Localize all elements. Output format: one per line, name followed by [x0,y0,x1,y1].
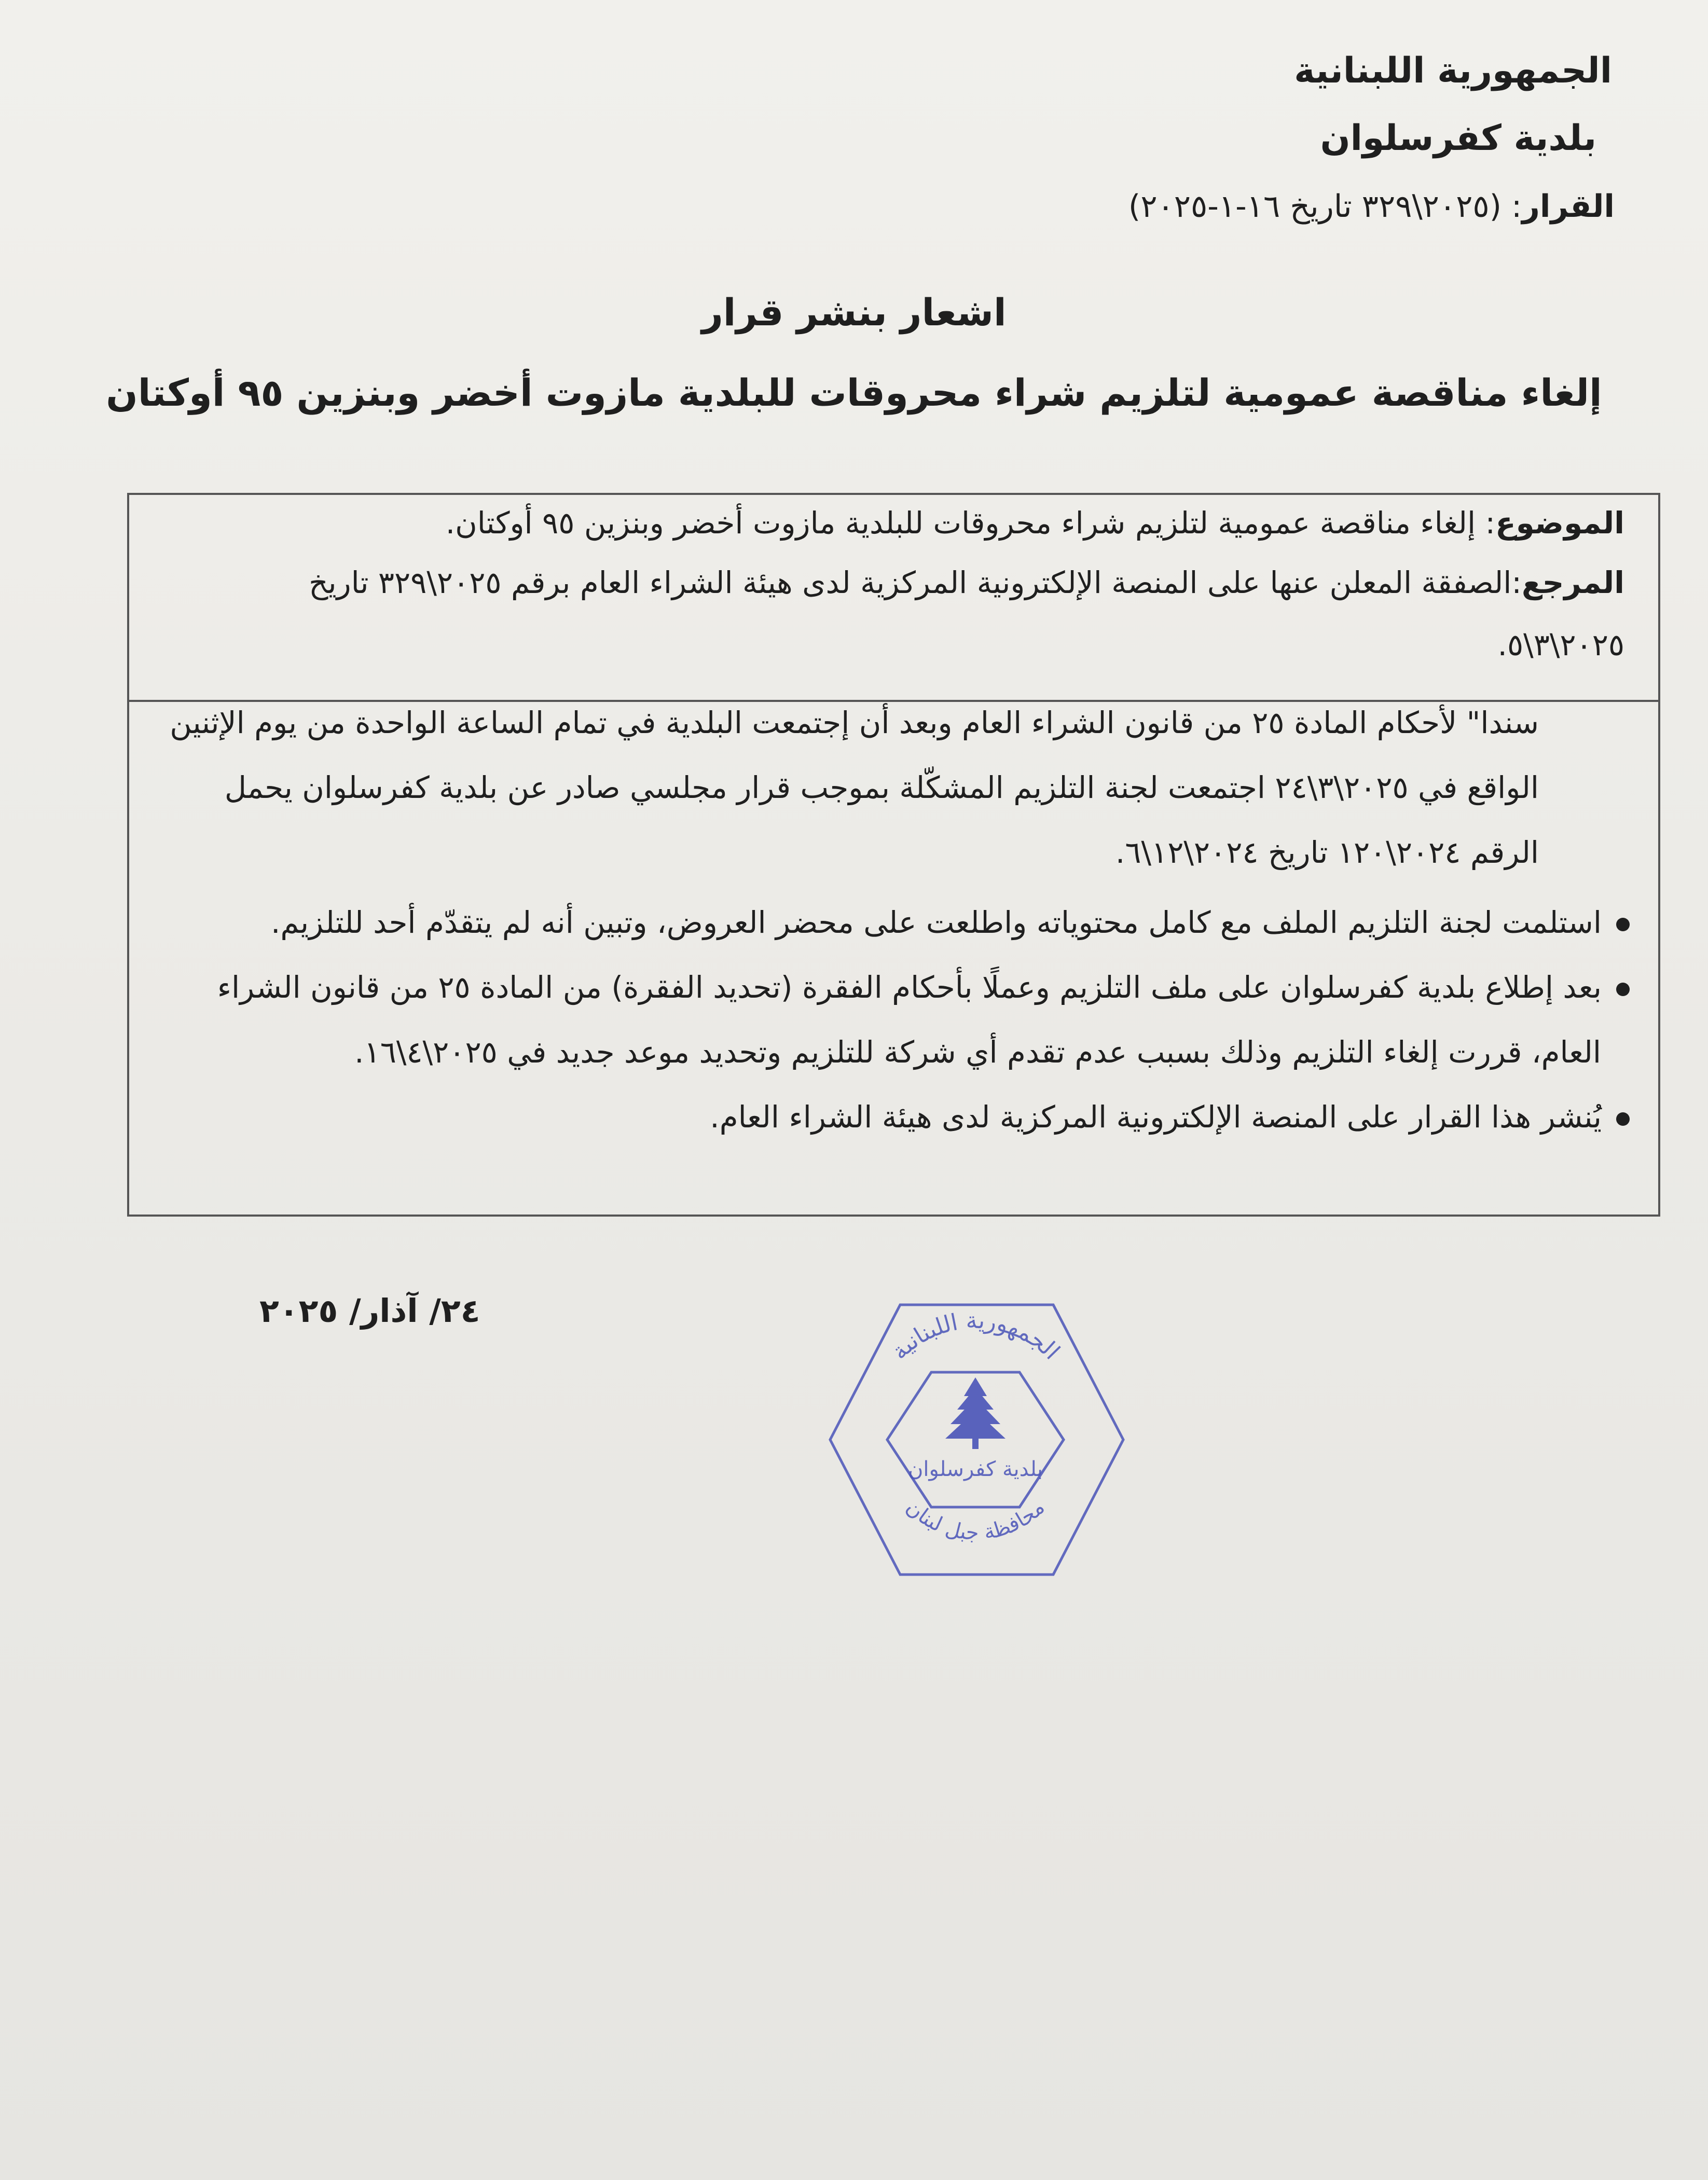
decision-reference [1128,189,1615,224]
cedar-tree-icon [945,1377,1005,1449]
bullet-2-continuation: العام، قررت إلغاء التلزيم وذلك بسبب عدم تقدم أي شركة للتلزيم وتحديد موعد جديد في ٢٠٢٥\٤\١٦. [354,1034,1601,1070]
issue-date: ٢٤/ آذار/ ٢٠٢٥ [259,1292,480,1330]
bullet-dot-icon [1616,918,1630,931]
notice-subtitle: إلغاء مناقصة عمومية لتلزيم شراء محروقات للبلدية مازوت أخضر وبنزين ٩٥ أوكتان [106,371,1602,415]
bullet-text-1: استلمت لجنة التلزيم الملف مع كامل محتوياته واطلعت على محضر العروض، وتبين أنه لم يتقدّم أحد للتلزيم. [270,905,1602,940]
subject-text: : إلغاء مناقصة عمومية لتلزيم شراء محروقات للبلدية مازوت أخضر وبنزين ٩٥ أوكتان. [445,505,1496,541]
bullet-item-1 [271,905,1630,941]
reference-line-2: ٢٠٢٥\٣\٥. [1497,627,1624,663]
municipal-seal-stamp [825,1294,1126,1585]
bullet-item-2 [217,970,1630,1006]
box-divider [129,700,1658,702]
body-line-2: الواقع في ٢٠٢٥\٣\٢٤ اجتمعت لجنة التلزيم المشكّلة بموجب قرار مجلسي صادر عن بلدية كفرسلوان يحمل [224,770,1539,805]
subject-label: الموضوع [1495,505,1624,541]
reference-line [309,565,1624,601]
republic-heading: الجمهورية اللبنانية [1294,50,1612,91]
reference-label: المرجع [1521,565,1624,600]
municipality-heading: بلدية كفرسلوان [1320,118,1596,159]
bullet-dot-icon [1616,983,1630,996]
seal-top-text: الجمهورية اللبنانية [886,1307,1065,1365]
decision-label: القرار [1522,188,1615,225]
body-line-1: سندا" لأحكام المادة ٢٥ من قانون الشراء العام وبعد أن إجتمعت البلدية في تمام الساعة الواحدة من يوم الإثنين [170,705,1539,740]
subject-line [446,505,1624,542]
decision-box [127,493,1660,1217]
decision-value: : (٢٠٢٥\٣٢٩ تاريخ ١٦-١-٢٠٢٥) [1128,188,1522,225]
bullet-text-2: بعد إطلاع بلدية كفرسلوان على ملف التلزيم وعملًا بأحكام الفقرة (تحديد الفقرة) من المادة ٢٥ من قانون الشراء [217,970,1602,1005]
seal-bottom-text: محافظة جبل لبنان [901,1495,1050,1545]
bullet-item-3 [710,1099,1630,1136]
reference-text: :الصفقة المعلن عنها على المنصة الإلكترونية المركزية لدى هيئة الشراء العام برقم ٢٠٢٥\٣٢٩ تاريخ [309,565,1522,600]
notice-title: اشعار بنشر قرار [701,291,1007,334]
body-line-3: الرقم ٢٠٢٤\١٢٠ تاريخ ٢٠٢٤\١٢\٦. [1115,835,1539,870]
seal-inner-text: بلدية كفرسلوان [908,1457,1043,1481]
bullet-dot-icon [1616,1112,1630,1126]
bullet-text-3: يُنشر هذا القرار على المنصة الإلكترونية المركزية لدى هيئة الشراء العام. [710,1099,1602,1135]
